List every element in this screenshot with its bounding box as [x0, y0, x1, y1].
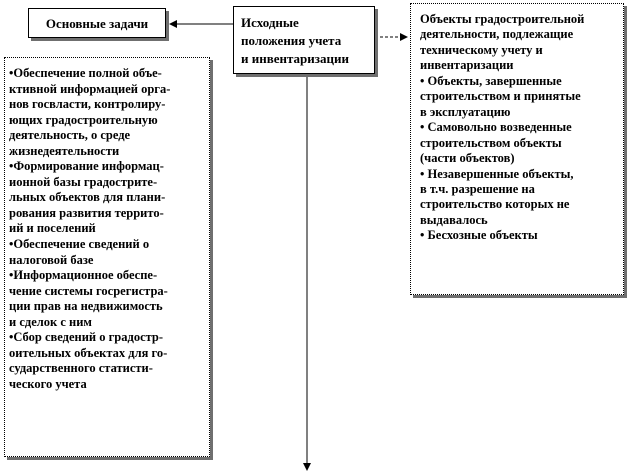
- objects-line: в т.ч. разрешение на: [420, 181, 535, 196]
- tasks-line: ции прав на недвижимость: [9, 299, 163, 314]
- tasks-line: •Информационное обеспе-: [9, 268, 158, 283]
- objects-line: • Незавершенные объекты,: [420, 166, 574, 181]
- objects-line: строительством и принятые: [420, 89, 581, 104]
- objects-line: выдавалось: [420, 212, 488, 227]
- objects-line: строительство которых не: [420, 197, 570, 212]
- objects-line: техническому учету и: [420, 42, 543, 57]
- tasks-line: ктивной информацией орга-: [9, 81, 171, 96]
- objects-line: • Бесхозные объекты: [420, 228, 538, 243]
- objects-line: строительством объекты: [420, 135, 562, 150]
- objects-box: [410, 3, 624, 295]
- tasks-line: деятельность, о среде: [9, 128, 131, 143]
- tasks-line: налоговой базе: [9, 252, 94, 267]
- center-line: положения учета: [241, 33, 342, 48]
- tasks-line: ческого учета: [9, 376, 87, 391]
- tasks-line: ий и поселений: [9, 221, 96, 236]
- tasks-line: и сделок с ним: [9, 314, 92, 329]
- tasks-line: ющих градостроительную: [9, 112, 158, 127]
- objects-line: деятельности, подлежащие: [420, 27, 574, 42]
- initial-provisions-label: [241, 14, 370, 68]
- tasks-line: •Обеспечение полной объе-: [9, 66, 162, 80]
- tasks-line: ионной базы градострите-: [9, 174, 158, 189]
- tasks-line: сударственного статисти-: [9, 361, 153, 376]
- tasks-list: [9, 66, 170, 392]
- center-line: и инвентаризации: [241, 51, 349, 66]
- main-tasks-label: Основные задачи: [45, 16, 149, 31]
- objects-line: в эксплуатацию: [420, 104, 511, 119]
- tasks-line: •Формирование информац-: [9, 159, 164, 174]
- tasks-line: •Сбор сведений о градостр-: [9, 330, 164, 345]
- tasks-line: льных объектов для плани-: [9, 190, 166, 205]
- tasks-line: оительных объектах для го-: [9, 345, 168, 360]
- tasks-line: жизнедеятельности: [9, 143, 120, 158]
- tasks-line: рования развития террито-: [9, 205, 164, 220]
- main-tasks-box: [28, 8, 166, 38]
- tasks-list-box: [4, 57, 210, 457]
- tasks-line: нов госвласти, контролиру-: [9, 97, 166, 112]
- objects-line: • Самовольно возведенные: [420, 120, 572, 135]
- objects-line: Объекты градостроительной: [420, 12, 585, 26]
- objects-line: (части объектов): [420, 151, 515, 166]
- initial-provisions-box: [233, 6, 375, 74]
- tasks-line: чение системы госрегистра-: [9, 283, 168, 298]
- objects-line: • Объекты, завершенные: [420, 73, 562, 88]
- center-line: Исходные: [241, 15, 299, 30]
- objects-list: [420, 12, 584, 244]
- objects-line: инвентаризации: [420, 58, 514, 73]
- tasks-line: •Обеспечение сведений о: [9, 237, 150, 252]
